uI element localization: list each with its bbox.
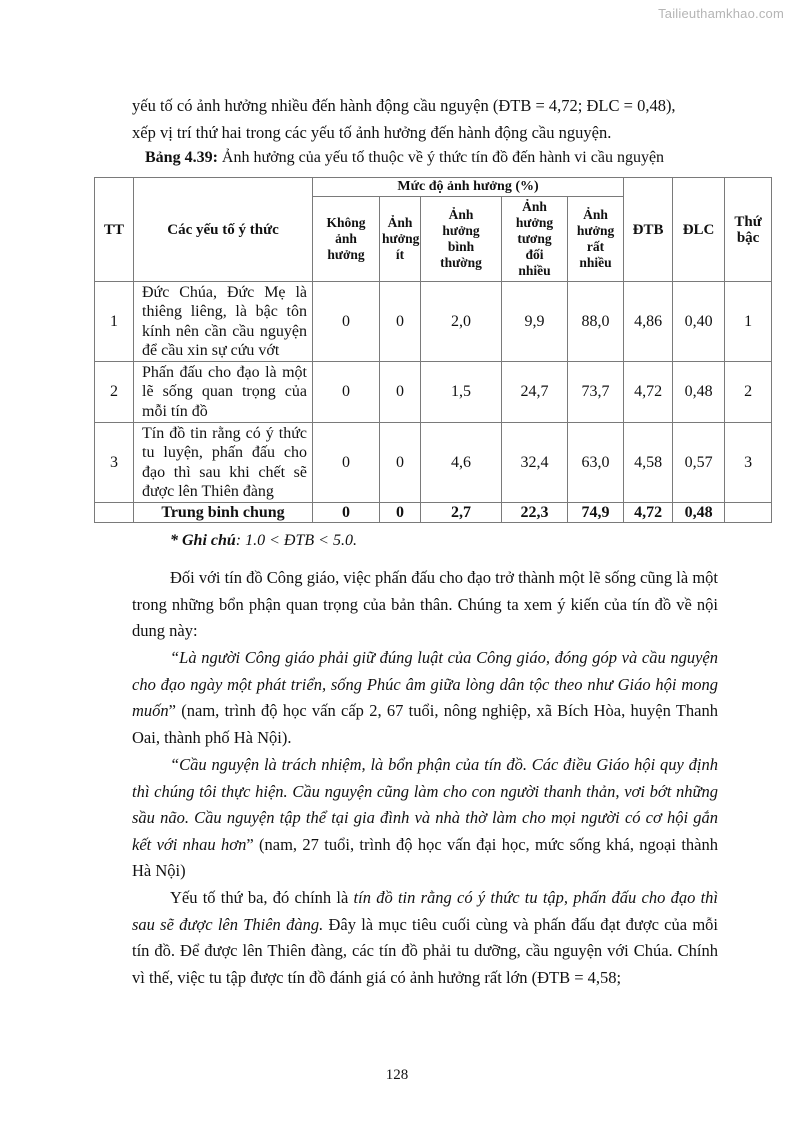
header-rank xyxy=(725,178,772,282)
cell-total-rank xyxy=(725,503,772,523)
cell-factor: Phấn đấu cho đạo là một lẽ sống quan trọng của mỗi tín đồ xyxy=(134,362,313,423)
cell-fairly-much: 32,4 xyxy=(502,423,568,503)
header-level-very-much xyxy=(568,197,624,282)
paragraph-1: Đối với tín đồ Công giáo, việc phấn đấu cho đạo trở thành một lẽ sống cũng là một trong những bổn phận quan trọng của bản thân. Chúng ta xem ý kiến của tín đồ về nội dung này: xyxy=(132,568,718,640)
header-tt: TT xyxy=(95,178,134,282)
table-caption-text: Ảnh hưởng của yếu tố thuộc về ý thức tín đồ đến hành vi cầu nguyện xyxy=(217,149,665,166)
table-row xyxy=(95,362,772,423)
header-level-normal xyxy=(421,197,502,282)
intro-paragraph xyxy=(132,93,718,146)
cell-rank: 3 xyxy=(725,423,772,503)
header-level-little xyxy=(380,197,421,282)
cell-dlc: 0,48 xyxy=(673,362,725,423)
cell-dtb: 4,58 xyxy=(624,423,673,503)
paragraph-2 xyxy=(132,885,718,991)
header-level-normal-text: Ảnh hưởng bình thường xyxy=(440,207,482,270)
cell-dtb: 4,72 xyxy=(624,362,673,423)
table-row xyxy=(95,282,772,362)
influence-table xyxy=(94,177,772,523)
paragraph-2-end: Đây là mục tiêu cuối cùng và phấn đấu đạt được của mỗi tín đồ. Để được lên Thiên đàng, các tín đồ phải tu dưỡng, cầu nguyện với Chúa. Chính vì thế, việc tu tập được tín đồ đánh giá có ảnh hưởng rất lớn (ĐTB = 4,58; xyxy=(132,914,718,987)
header-rank-text: Thứ bậc xyxy=(734,213,762,246)
page-number: 128 xyxy=(385,1067,409,1083)
cell-total-none: 0 xyxy=(313,503,380,523)
quote-2 xyxy=(132,752,718,885)
cell-total-dtb: 4,72 xyxy=(624,503,673,523)
table-total-row xyxy=(95,503,772,523)
cell-normal: 1,5 xyxy=(421,362,502,423)
cell-little: 0 xyxy=(380,423,421,503)
cell-total-little: 0 xyxy=(380,503,421,523)
cell-total-very-much: 74,9 xyxy=(568,503,624,523)
header-level-very-much-text: Ảnh hưởng rất nhiều xyxy=(576,207,615,270)
cell-total-fairly-much: 22,3 xyxy=(502,503,568,523)
cell-total-label: Trung binh chung xyxy=(134,503,313,523)
cell-tt: 1 xyxy=(95,282,134,362)
cell-none: 0 xyxy=(313,282,380,362)
cell-little: 0 xyxy=(380,282,421,362)
cell-factor: Đức Chúa, Đức Mẹ là thiêng liêng, là bậc tôn kính nên cần cầu nguyện để cầu xin sự cứu vớt xyxy=(134,282,313,362)
cell-tt-empty xyxy=(95,503,134,523)
header-dlc: ĐLC xyxy=(673,178,725,282)
cell-very-much: 88,0 xyxy=(568,282,624,362)
cell-fairly-much: 9,9 xyxy=(502,282,568,362)
cell-tt: 2 xyxy=(95,362,134,423)
quote-2-source: ” (nam, 27 tuổi, trình độ học vấn đại học, mức sống khá, ngoại thành Hà Nội) xyxy=(132,834,718,880)
cell-factor: Tín đồ tin rằng có ý thức tu luyện, phấn đấu cho đạo thì sau khi chết sẽ được lên Thiên đàng xyxy=(134,423,313,503)
quote-1 xyxy=(132,645,718,751)
header-level-little-text: Ảnh hưởng ít xyxy=(382,215,420,262)
cell-tt: 3 xyxy=(95,423,134,503)
cell-dtb: 4,86 xyxy=(624,282,673,362)
cell-none: 0 xyxy=(313,362,380,423)
cell-normal: 4,6 xyxy=(421,423,502,503)
intro-line-2: xếp vị trí thứ hai trong các yếu tố ảnh hưởng đến hành động cầu nguyện. xyxy=(132,122,612,142)
header-level-fairly-much xyxy=(502,197,568,282)
header-level-none-text: Không ảnh hưởng xyxy=(326,215,366,262)
cell-dlc: 0,40 xyxy=(673,282,725,362)
header-level-fairly-much-text: Ảnh hưởng tương đối nhiều xyxy=(515,199,554,278)
cell-little: 0 xyxy=(380,362,421,423)
cell-rank: 2 xyxy=(725,362,772,423)
table-row xyxy=(95,423,772,503)
paragraph-2-italic: tín đồ tin rằng có ý thức tu tập, phấn đấu cho đạo thì sau sẽ được lên Thiên đàng. xyxy=(132,888,718,934)
header-influence-group: Mức độ ảnh hưởng (%) xyxy=(313,178,624,197)
table-caption-label: Bảng 4.39: xyxy=(145,149,218,166)
cell-total-dlc: 0,48 xyxy=(673,503,725,523)
header-dtb: ĐTB xyxy=(624,178,673,282)
header-factor: Các yếu tố ý thức xyxy=(134,178,313,282)
header-level-none xyxy=(313,197,380,282)
quote-1-source: ” (nam, trình độ học vấn cấp 2, 67 tuổi, nông nghiệp, xã Bích Hòa, huyện Thanh Oai, thành phố Hà Nội). xyxy=(132,701,718,747)
cell-normal: 2,0 xyxy=(421,282,502,362)
note-label: * Ghi chú xyxy=(170,532,236,549)
cell-total-normal: 2,7 xyxy=(421,503,502,523)
cell-very-much: 63,0 xyxy=(568,423,624,503)
table-note xyxy=(170,532,357,550)
table-caption xyxy=(145,147,664,169)
cell-fairly-much: 24,7 xyxy=(502,362,568,423)
cell-none: 0 xyxy=(313,423,380,503)
watermark: Tailieuthamkhao.com xyxy=(658,6,784,21)
intro-line-1: yếu tố có ảnh hưởng nhiều đến hành động cầu nguyện (ĐTB = 4,72; ĐLC = 0,48), xyxy=(132,96,676,115)
quote-1-text: “Là người Công giáo phải giữ đúng luật của Công giáo, đóng góp và cầu nguyện cho đạo ngày một phát triển, sống Phúc âm giữa lòng dân tộc theo như Giáo hội mong muốn xyxy=(132,648,718,720)
cell-rank: 1 xyxy=(725,282,772,362)
note-text: : 1.0 < ĐTB < 5.0. xyxy=(235,532,357,549)
cell-dlc: 0,57 xyxy=(673,423,725,503)
quote-2-text: “Cầu nguyện là trách nhiệm, là bổn phận của tín đồ. Các điều Giáo hội quy định thì chúng tôi thực hiện. Cầu nguyện cũng làm cho con người thanh thản, vơi bớt những sầu não. Cầu nguyện tập thể tại gia đình và nhà thờ làm cho mọi người có cơ hội gắn kết với nhau hơn xyxy=(132,755,718,854)
cell-very-much: 73,7 xyxy=(568,362,624,423)
paragraph-2-start: Yếu tố thứ ba, đó chính là xyxy=(170,888,354,907)
